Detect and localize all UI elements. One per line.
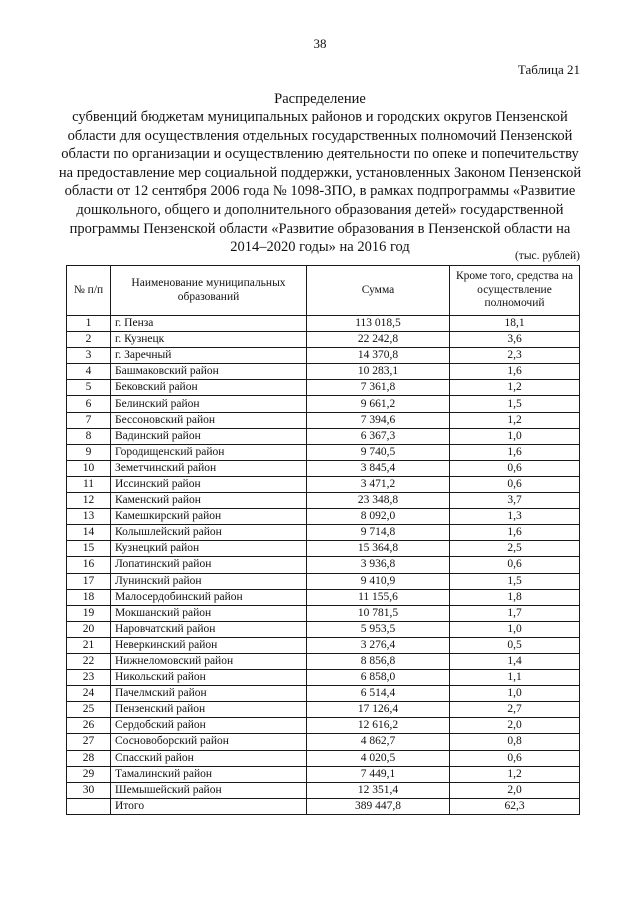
cell-sum: 3 471,2: [307, 476, 450, 492]
table-row: [67, 332, 580, 348]
cell-sum: 3 845,4: [307, 460, 450, 476]
cell-name: Земетчинский район: [111, 460, 307, 476]
cell-extra: 1,4: [450, 653, 580, 669]
cell-num: 17: [67, 573, 111, 589]
cell-sum: 17 126,4: [307, 702, 450, 718]
table-row: [67, 750, 580, 766]
cell-sum: 14 370,8: [307, 348, 450, 364]
table-row: [67, 428, 580, 444]
cell-extra: 18,1: [450, 316, 580, 332]
table-row: [67, 589, 580, 605]
cell-extra: 1,2: [450, 766, 580, 782]
cell-sum: 9 661,2: [307, 396, 450, 412]
cell-num: 26: [67, 718, 111, 734]
cell-name: Городищенский район: [111, 444, 307, 460]
cell-sum: 12 351,4: [307, 782, 450, 798]
table-row: [67, 605, 580, 621]
table-total-row: [67, 798, 580, 814]
total-cell-name: Итого: [111, 798, 307, 814]
cell-name: Колышлейский район: [111, 525, 307, 541]
table-row: [67, 412, 580, 428]
cell-extra: 1,5: [450, 396, 580, 412]
cell-extra: 1,1: [450, 670, 580, 686]
cell-num: 19: [67, 605, 111, 621]
table-row: [67, 686, 580, 702]
cell-name: Бессоновский район: [111, 412, 307, 428]
cell-sum: 7 449,1: [307, 766, 450, 782]
table-row: [67, 718, 580, 734]
cell-name: Пензенский район: [111, 702, 307, 718]
cell-num: 30: [67, 782, 111, 798]
cell-name: Неверкинский район: [111, 637, 307, 653]
cell-num: 15: [67, 541, 111, 557]
cell-num: 1: [67, 316, 111, 332]
cell-name: Тамалинский район: [111, 766, 307, 782]
table-row: [67, 396, 580, 412]
cell-sum: 5 953,5: [307, 621, 450, 637]
cell-name: Лопатинский район: [111, 557, 307, 573]
cell-name: Мокшанский район: [111, 605, 307, 621]
table-body: [67, 316, 580, 815]
cell-name: Сосновоборский район: [111, 734, 307, 750]
cell-name: г. Пенза: [111, 316, 307, 332]
cell-name: Спасский район: [111, 750, 307, 766]
table-row: [67, 557, 580, 573]
cell-name: Никольский район: [111, 670, 307, 686]
table-row: [67, 653, 580, 669]
cell-extra: 0,6: [450, 750, 580, 766]
header-extra: Кроме того, средства на осуществление полномочий: [450, 266, 580, 316]
table-row: [67, 476, 580, 492]
table-row: [67, 734, 580, 750]
table-row: [67, 525, 580, 541]
table-header-row: [67, 266, 580, 316]
cell-num: 2: [67, 332, 111, 348]
header-num: № п/п: [67, 266, 111, 316]
units-label: (тыс. рублей): [514, 250, 580, 262]
cell-sum: 23 348,8: [307, 493, 450, 509]
cell-num: 25: [67, 702, 111, 718]
cell-sum: 8 856,8: [307, 653, 450, 669]
cell-name: Камешкирский район: [111, 509, 307, 525]
cell-extra: 3,6: [450, 332, 580, 348]
cell-num: 27: [67, 734, 111, 750]
cell-num: 23: [67, 670, 111, 686]
cell-extra: 2,0: [450, 718, 580, 734]
total-cell-sum: 389 447,8: [307, 798, 450, 814]
cell-name: Нижнеломовский район: [111, 653, 307, 669]
page-title: Распределение: [274, 91, 366, 107]
cell-sum: 10 781,5: [307, 605, 450, 621]
table-row: [67, 444, 580, 460]
distribution-table: [66, 265, 580, 815]
table-row: [67, 637, 580, 653]
cell-extra: 1,6: [450, 444, 580, 460]
cell-num: 6: [67, 396, 111, 412]
cell-extra: 1,6: [450, 525, 580, 541]
cell-name: Бековский район: [111, 380, 307, 396]
table-row: [67, 702, 580, 718]
table-row: [67, 509, 580, 525]
cell-extra: 1,7: [450, 605, 580, 621]
cell-extra: 1,0: [450, 621, 580, 637]
cell-sum: 15 364,8: [307, 541, 450, 557]
cell-extra: 1,0: [450, 686, 580, 702]
cell-extra: 0,5: [450, 637, 580, 653]
cell-sum: 11 155,6: [307, 589, 450, 605]
table-row: [67, 493, 580, 509]
cell-name: Пачелмский район: [111, 686, 307, 702]
page-number: 38: [313, 36, 327, 51]
table-row: [67, 364, 580, 380]
cell-sum: 7 394,6: [307, 412, 450, 428]
cell-sum: 3 936,8: [307, 557, 450, 573]
cell-num: 4: [67, 364, 111, 380]
cell-sum: 4 020,5: [307, 750, 450, 766]
table-row: [67, 316, 580, 332]
cell-extra: 0,6: [450, 460, 580, 476]
table-row: [67, 348, 580, 364]
cell-sum: 6 514,4: [307, 686, 450, 702]
table-row: [67, 573, 580, 589]
cell-sum: 6 367,3: [307, 428, 450, 444]
cell-extra: 2,0: [450, 782, 580, 798]
table-row: [67, 541, 580, 557]
cell-sum: 9 740,5: [307, 444, 450, 460]
cell-num: 10: [67, 460, 111, 476]
cell-name: Наровчатский район: [111, 621, 307, 637]
total-cell-extra: 62,3: [450, 798, 580, 814]
cell-name: Шемышейский район: [111, 782, 307, 798]
cell-extra: 0,8: [450, 734, 580, 750]
cell-extra: 3,7: [450, 493, 580, 509]
cell-name: Кузнецкий район: [111, 541, 307, 557]
cell-sum: 6 858,0: [307, 670, 450, 686]
cell-num: 18: [67, 589, 111, 605]
table-row: [67, 670, 580, 686]
cell-extra: 1,2: [450, 380, 580, 396]
cell-num: 5: [67, 380, 111, 396]
cell-sum: 22 242,8: [307, 332, 450, 348]
cell-num: 29: [67, 766, 111, 782]
cell-num: 28: [67, 750, 111, 766]
cell-extra: 1,0: [450, 428, 580, 444]
cell-extra: 2,7: [450, 702, 580, 718]
cell-num: 8: [67, 428, 111, 444]
cell-name: Лунинский район: [111, 573, 307, 589]
cell-num: 24: [67, 686, 111, 702]
cell-name: Сердобский район: [111, 718, 307, 734]
cell-extra: 1,6: [450, 364, 580, 380]
cell-extra: 2,5: [450, 541, 580, 557]
cell-extra: 1,3: [450, 509, 580, 525]
table-row: [67, 766, 580, 782]
cell-name: Белинский район: [111, 396, 307, 412]
cell-num: 20: [67, 621, 111, 637]
cell-num: 12: [67, 493, 111, 509]
cell-sum: 10 283,1: [307, 364, 450, 380]
table-label: Таблица 21: [517, 62, 580, 77]
cell-num: 22: [67, 653, 111, 669]
header-name: Наименование муниципальных образований: [111, 266, 307, 316]
cell-name: Иссинский район: [111, 476, 307, 492]
table-row: [67, 621, 580, 637]
cell-extra: 1,5: [450, 573, 580, 589]
cell-sum: 7 361,8: [307, 380, 450, 396]
cell-name: Малосердобинский район: [111, 589, 307, 605]
cell-num: 21: [67, 637, 111, 653]
cell-extra: 1,2: [450, 412, 580, 428]
cell-name: г. Кузнецк: [111, 332, 307, 348]
cell-num: 7: [67, 412, 111, 428]
page-subtitle: субвенций бюджетам муниципальных районов и городских округов Пензенской области для осуществления отдельных государственных полномочий Пензенской области по организации и осуществлению деятельности по опеке и попечительству на предоставление мер социальной поддержки, установленных Законом Пензенской области от 12 сентября 2006 года № 1098-ЗПО, в рамках подпрограммы «Развитие дошкольного, общего и дополнительного образования детей» государственной программы Пензенской области «Развитие образования в Пензенской области на 2014–2020 годы» на 2016 год: [58, 109, 582, 256]
cell-name: Вадинский район: [111, 428, 307, 444]
total-cell-num: [67, 798, 111, 814]
cell-extra: 1,8: [450, 589, 580, 605]
cell-num: 13: [67, 509, 111, 525]
cell-extra: 0,6: [450, 476, 580, 492]
cell-num: 14: [67, 525, 111, 541]
cell-name: Каменский район: [111, 493, 307, 509]
cell-sum: 4 862,7: [307, 734, 450, 750]
cell-num: 9: [67, 444, 111, 460]
cell-sum: 113 018,5: [307, 316, 450, 332]
cell-sum: 12 616,2: [307, 718, 450, 734]
cell-sum: 3 276,4: [307, 637, 450, 653]
table-row: [67, 782, 580, 798]
cell-sum: 9 410,9: [307, 573, 450, 589]
table-row: [67, 460, 580, 476]
cell-name: г. Заречный: [111, 348, 307, 364]
cell-sum: 9 714,8: [307, 525, 450, 541]
cell-extra: 0,6: [450, 557, 580, 573]
cell-num: 3: [67, 348, 111, 364]
cell-name: Башмаковский район: [111, 364, 307, 380]
table-row: [67, 380, 580, 396]
cell-num: 16: [67, 557, 111, 573]
cell-extra: 2,3: [450, 348, 580, 364]
cell-num: 11: [67, 476, 111, 492]
header-sum: Сумма: [307, 266, 450, 316]
cell-sum: 8 092,0: [307, 509, 450, 525]
